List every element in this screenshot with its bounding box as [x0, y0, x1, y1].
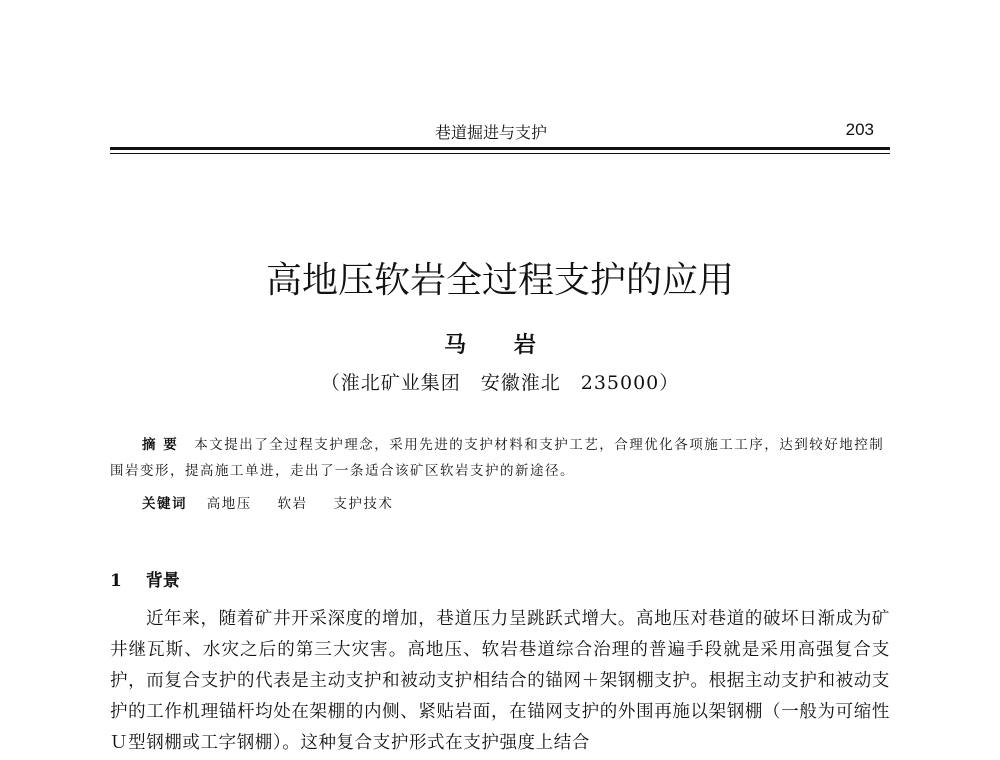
section-title: 背景 — [145, 571, 180, 591]
abstract-text: 本文提出了全过程支护理念，采用先进的支护材料和支护工艺，合理优化各项施工工序，达到较好地控制围岩变形，提高施工单进，走出了一条适合该矿区软岩支护的新途径。 — [110, 437, 885, 479]
section-number: 1 — [110, 571, 122, 591]
body-text — [110, 604, 890, 759]
abstract-label: 摘 要 — [142, 437, 179, 453]
body-paragraph: 近年来，随着矿井开采深度的增加，巷道压力呈跳跃式增大。高地压对巷道的破坏日渐成为矿井继瓦斯、水灾之后的第三大灾害。高地压、软岩巷道综合治理的普遍手段就是采用高强复合支护，而复合支护的代表是主动支护和被动支护相结合的锚网＋架钢棚支护。根据主动支护和被动支护的工作机理锚杆均处在架棚的内侧、紧贴岩面，在锚网支护的外围再施以架钢棚（一般为可缩性Ｕ型钢棚或工字钢棚）。这种复合支护形式在支护强度上结合 — [110, 609, 890, 753]
header-rule-thin — [110, 153, 890, 154]
author-affiliation: （淮北矿业集团 安徽淮北 235000） — [320, 372, 680, 394]
keyword-item: 高地压 — [206, 496, 252, 512]
journal-section-title: 巷道掘进与支护 — [435, 123, 548, 142]
keyword-item: 支护技术 — [333, 496, 394, 512]
abstract — [110, 432, 890, 484]
running-header — [110, 120, 880, 144]
keywords-label: 关键词 — [142, 496, 187, 512]
author-name: 马 岩 — [444, 332, 556, 358]
section-heading — [110, 566, 180, 591]
keywords — [110, 492, 890, 512]
page-number: 203 — [845, 120, 874, 139]
header-rule-thick — [110, 147, 890, 150]
keyword-item: 软岩 — [277, 496, 308, 512]
article-title: 高地压软岩全过程支护的应用 — [265, 260, 734, 301]
